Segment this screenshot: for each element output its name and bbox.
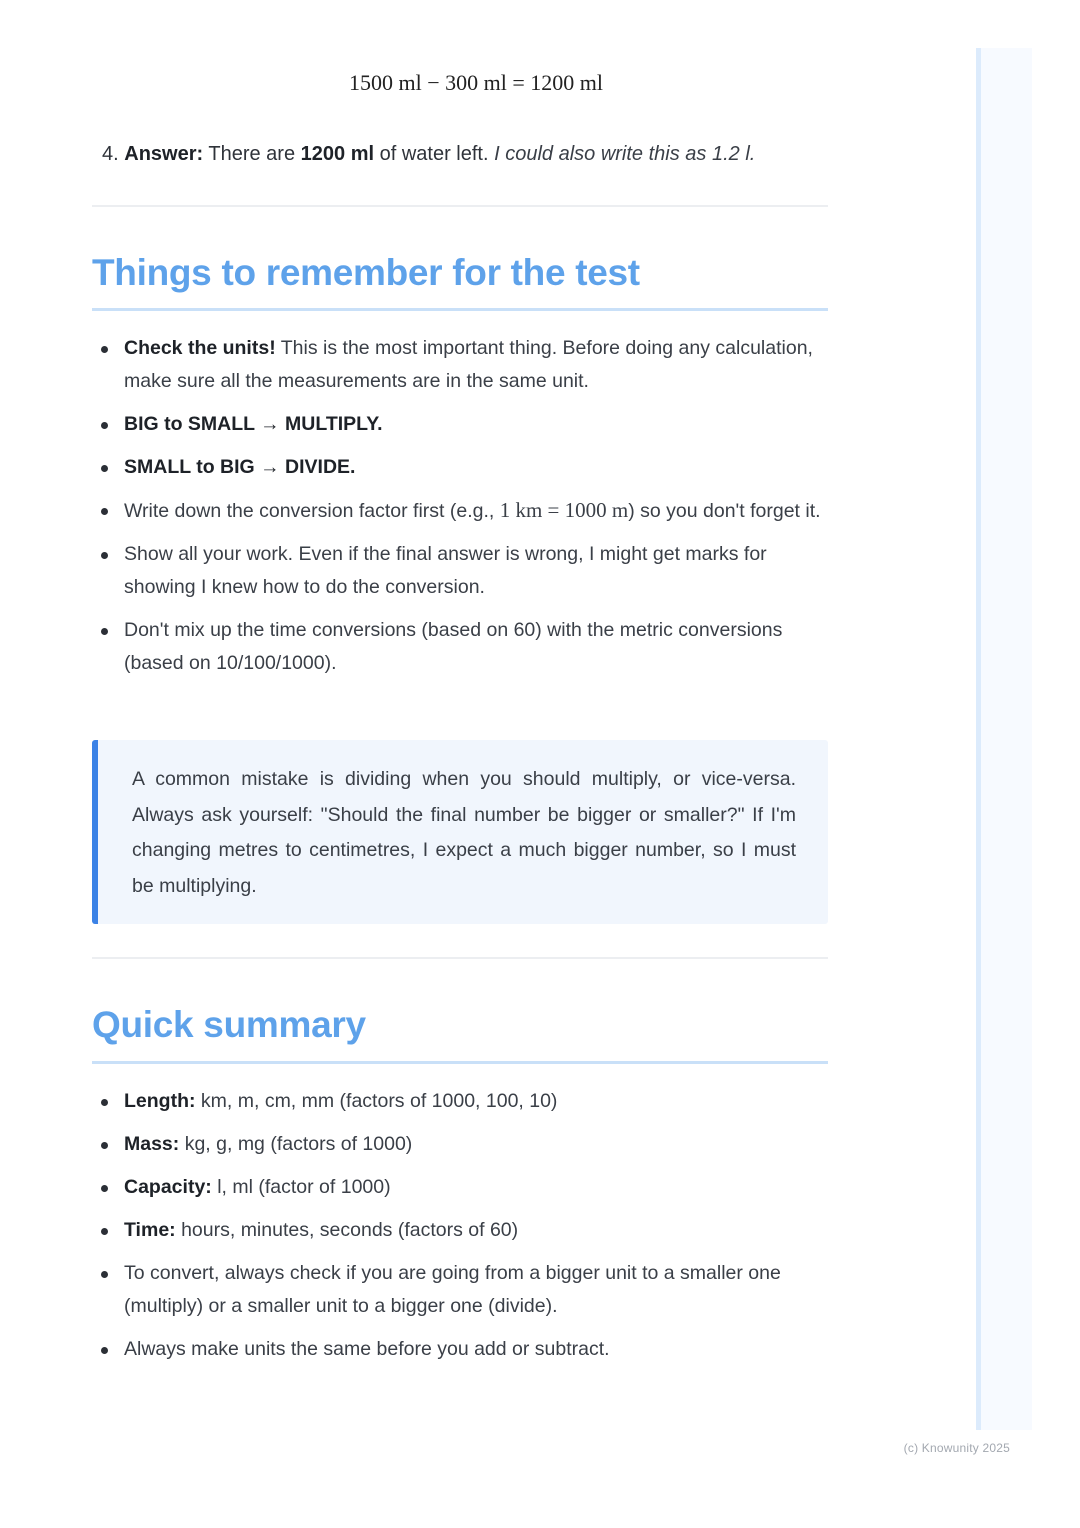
section-divider	[92, 205, 828, 207]
answer-line	[102, 143, 755, 166]
callout-box	[92, 740, 828, 924]
list-item	[92, 451, 828, 484]
list-item-text: hours, minutes, seconds (factors of 60)	[181, 1219, 519, 1241]
bullet-dot	[101, 552, 108, 559]
side-margin-panel	[976, 48, 1032, 1430]
bullet-dot	[101, 628, 108, 635]
bullet-dot	[101, 1185, 108, 1192]
list-item	[92, 1085, 828, 1118]
answer-text-b: of water left.	[379, 143, 489, 165]
list-item	[92, 332, 828, 398]
bullet-dot	[101, 422, 108, 429]
list-item-text: l, ml (factor of 1000)	[217, 1176, 391, 1198]
answer-value: 1200 ml	[300, 143, 375, 165]
list-item-bold: Capacity:	[124, 1176, 212, 1198]
bullet-dot	[101, 1228, 108, 1235]
equation: 1500 ml − 300 ml = 1200 ml	[349, 70, 603, 95]
list-item-bold: BIG to SMALL → MULTIPLY.	[124, 413, 383, 435]
copyright-footer: (c) Knowunity 2025	[903, 1441, 1010, 1455]
list-item-bold: Mass:	[124, 1133, 180, 1155]
list-item-text: Don't mix up the time conversions (based on 60) with the metric conversions (based on 10/100/1000).	[124, 619, 783, 674]
list-item	[92, 1128, 828, 1161]
summary-title-underline	[92, 1061, 828, 1064]
answer-number: 4.	[102, 143, 119, 165]
list-item	[92, 408, 828, 441]
list-item	[92, 1257, 828, 1323]
bullet-dot	[101, 465, 108, 472]
bullet-dot	[101, 1099, 108, 1106]
list-item-bold: Length:	[124, 1090, 196, 1112]
answer-text-a: There are	[208, 143, 296, 165]
conversion-example: 1 km = 1000 m	[499, 498, 629, 522]
remember-list	[92, 332, 828, 690]
answer-label: Answer:	[124, 143, 204, 165]
list-item-text: Always make units the same before you add or subtract.	[124, 1338, 610, 1360]
bullet-dot	[101, 1347, 108, 1354]
list-item-bold: Check the units!	[124, 337, 276, 359]
list-item	[92, 1214, 828, 1247]
list-item-text: ) so you don't forget it.	[628, 500, 821, 522]
list-item-bold: SMALL to BIG → DIVIDE.	[124, 456, 356, 478]
summary-list	[92, 1085, 828, 1376]
list-item-text: km, m, cm, mm (factors of 1000, 100, 10)	[200, 1090, 558, 1112]
section-divider	[92, 957, 828, 959]
list-item	[92, 614, 828, 680]
callout-text: A common mistake is dividing when you should multiply, or vice-versa. Always ask yourself: "Should the final number be bigger or smaller?" If I'm changing metres to centimetres, I expect a much bigger number, so I must be multiplying.	[132, 768, 796, 897]
bullet-dot	[101, 1271, 108, 1278]
summary-title: Quick summary	[92, 1004, 366, 1045]
bullet-dot	[101, 346, 108, 353]
remember-title-underline	[92, 308, 828, 311]
list-item-bold: Time:	[124, 1219, 176, 1241]
bullet-dot	[101, 1142, 108, 1149]
list-item-text: To convert, always check if you are going from a bigger unit to a smaller one (multiply) or a smaller unit to a bigger one (divide).	[124, 1262, 781, 1317]
list-item	[92, 1171, 828, 1204]
remember-title: Things to remember for the test	[92, 252, 640, 293]
list-item-text: kg, g, mg (factors of 1000)	[184, 1133, 413, 1155]
bullet-dot	[101, 508, 108, 515]
list-item	[92, 494, 828, 528]
list-item-text: Show all your work. Even if the final answer is wrong, I might get marks for showing I knew how to do the conversion.	[124, 543, 767, 598]
list-item	[92, 1333, 828, 1366]
answer-note: I could also write this as 1.2 l.	[494, 143, 756, 165]
list-item-text: Write down the conversion factor first (e.g.,	[124, 500, 495, 522]
list-item	[92, 538, 828, 604]
list-item-text: This is the most important thing. Before doing any calculation, make sure all the measurements are in the same unit.	[124, 337, 813, 392]
